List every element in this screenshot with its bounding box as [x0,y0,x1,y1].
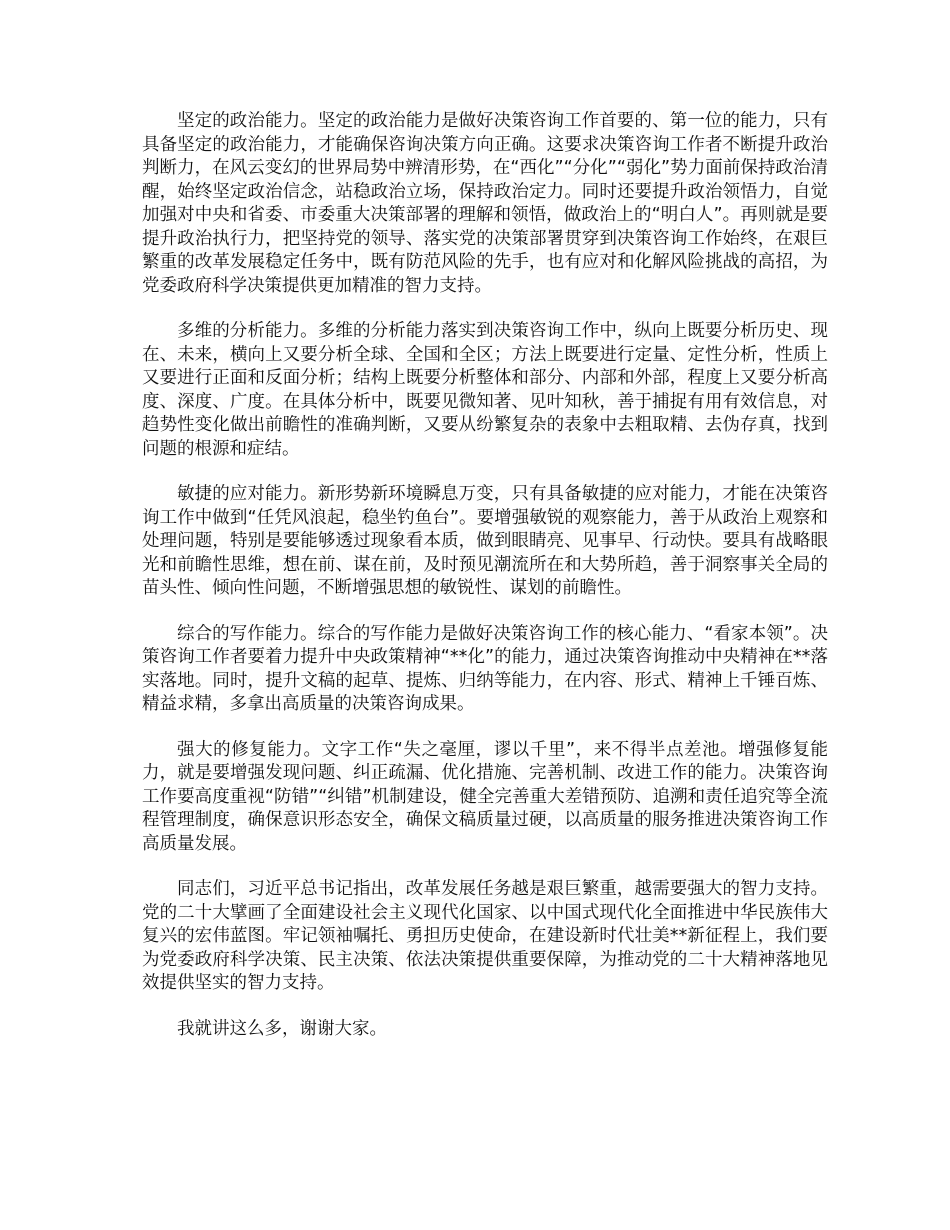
paragraph-repair-ability: 强大的修复能力。文字工作“失之毫厘，谬以千里”，来不得半点差池。增强修复能力，就是要增强发现问题、纠正疏漏、优化措施、完善机制、改进工作的能力。决策咨询工作要高度重视“防错”“纠错”机制建设，健全完善重大差错预防、追溯和责任追究等全流程管理制度，确保意识形态安全，确保文稿质量过硬，以高质量的服务推进决策咨询工作高质量发展。 [142,739,828,854]
paragraph-analysis-ability: 多维的分析能力。多维的分析能力落实到决策咨询工作中，纵向上既要分析历史、现在、未来，横向上又要分析全球、全国和全区；方法上既要进行定量、定性分析，性质上又要进行正面和反面分析；结构上既要分析整体和部分、内部和外部，程度上又要分析高度、深度、广度。在具体分析中，既要见微知著、见叶知秋，善于捕捉有用有效信息，对趋势性变化做出前瞻性的准确判断，又要从纷繁复杂的表象中去粗取精、去伪存真，找到问题的根源和症结。 [142,321,828,459]
paragraph-response-ability: 敏捷的应对能力。新形势新环境瞬息万变，只有具备敏捷的应对能力，才能在决策咨询工作中做到“任凭风浪起，稳坐钓鱼台”。要增强敏锐的观察能力，善于从政治上观察和处理问题，特别是要能够透过现象看本质，做到眼睛亮、见事早、行动快。要具有战略眼光和前瞻性思维，想在前、谋在前，及时预见潮流所在和大势所趋，善于洞察事关全局的苗头性、倾向性问题，不断增强思想的敏锐性、谋划的前瞻性。 [142,484,828,598]
paragraph-political-ability: 坚定的政治能力。坚定的政治能力是做好决策咨询工作首要的、第一位的能力，只有具备坚定的政治能力，才能确保咨询决策方向正确。这要求决策咨询工作者不断提升政治判断力，在风云变幻的世界局势中辨清形势，在“西化”“分化”“弱化”势力面前保持政治清醒，始终坚定政治信念，站稳政治立场，保持政治定力。同时还要提升政治领悟力，自觉加强对中央和省委、市委重大决策部署的理解和领悟，做政治上的“明白人”。再则就是要提升政治执行力，把坚持党的领导、落实党的决策部署贯穿到决策咨询工作始终，在艰巨繁重的改革发展稳定任务中，既有防范风险的先手，也有应对和化解风险挑战的高招，为党委政府科学决策提供更加精准的智力支持。 [142,111,828,296]
paragraph-closing: 我就讲这么多，谢谢大家。 [177,1018,387,1039]
paragraph-writing-ability: 综合的写作能力。综合的写作能力是做好决策咨询工作的核心能力、“看家本领”。决策咨询工作者要着力提升中央政策精神“**化”的能力，通过决策咨询推动中央精神在**落实落地。同时，提升文稿的起草、提炼、归纳等能力，在内容、形式、精神上千锤百炼、精益求精，多拿出高质量的决策咨询成果。 [142,623,828,714]
document-body [142,110,828,1063]
paragraph-conclusion: 同志们，习近平总书记指出，改革发展任务越是艰巨繁重，越需要强大的智力支持。党的二十大擘画了全面建设社会主义现代化国家、以中国式现代化全面推进中华民族伟大复兴的宏伟蓝图。牢记领袖嘱托、勇担历史使命，在建设新时代壮美**新征程上，我们要为党委政府科学决策、民主决策、依法决策提供重要保障，为推动党的二十大精神落地见效提供坚实的智力支持。 [142,879,828,993]
